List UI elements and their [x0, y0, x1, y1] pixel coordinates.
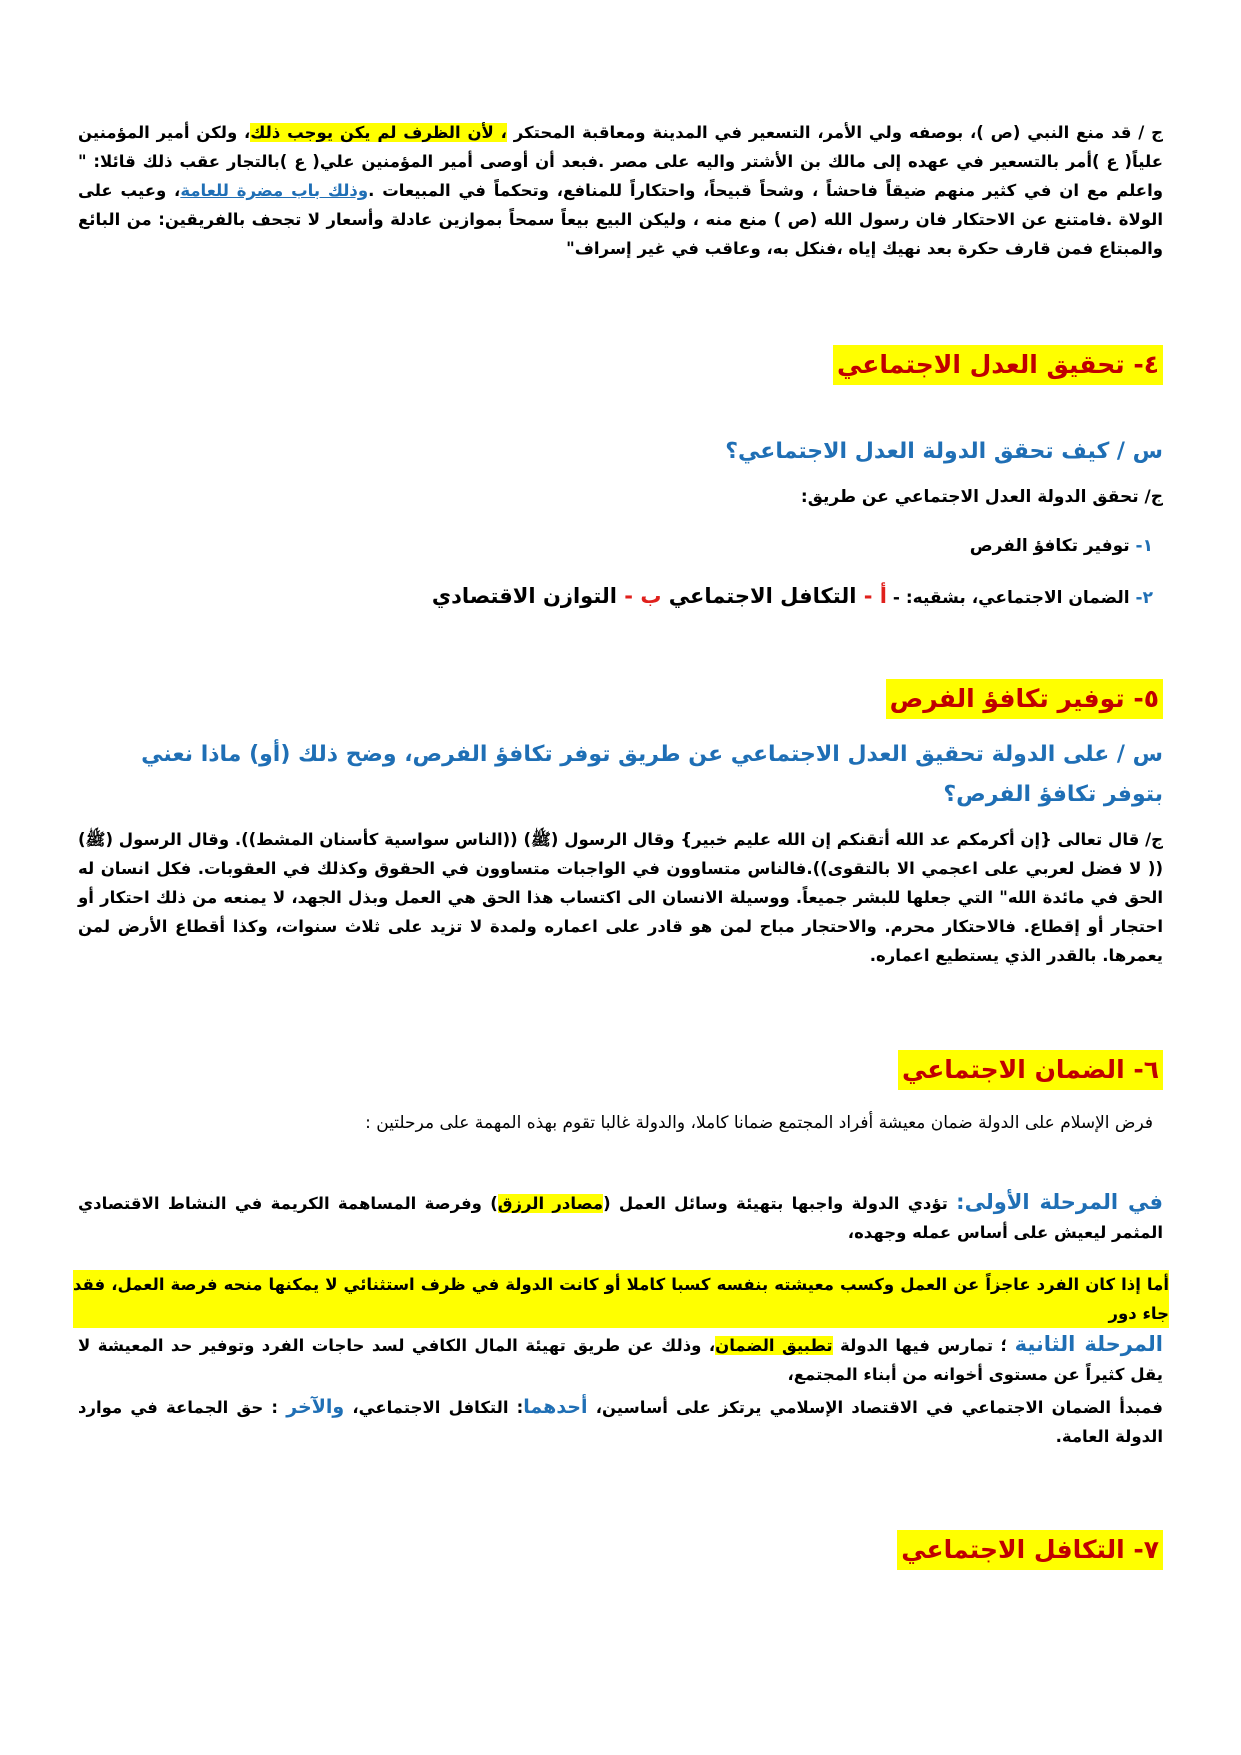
section4-heading-row [78, 345, 1163, 385]
item2-number: ٢- [1135, 588, 1153, 608]
section7-heading-row [78, 1530, 1163, 1570]
principle-pre: فمبدأ الضمان الاجتماعي في الاقتصاد الإسلامي يرتكز على أساسين، [587, 1398, 1163, 1417]
section7-heading: ٧- التكافل الاجتماعي [897, 1530, 1163, 1570]
item1-number: ١- [1135, 536, 1153, 556]
stage1-post: ) وفرصة المساهمة الكريمة في النشاط الاقتصادي المثمر ليعيش على أساس عمله وجهده، [78, 1194, 1163, 1242]
principle-mid: : التكافل الاجتماعي، [344, 1398, 524, 1417]
item2-a-letter: أ - [863, 584, 887, 608]
p1-middle: ، ولكن أمير المؤمنين علياً( ع )أمر بالتسعير في عهده إلى مالك بن الأشتر واليه على مصر .فبعد أن أوصى أمير المؤمنين علي( ع )بالتجار عقب ذلك قائلا: " واعلم مع ان في كثير منهم ضيقاً فاحشاً ، وشحاً قبيحاً، واحتكاراً للمنافع، وتحكماً في المبيعات . [78, 123, 1163, 200]
section5-heading: ٥- توفير تكافؤ الفرص [886, 679, 1163, 719]
item2-b-letter: ب - [624, 584, 662, 608]
p1-highlight: ، لأن الظرف لم يكن يوجب ذلك [250, 123, 507, 142]
section6-stage2 [78, 1330, 1163, 1389]
intro-paragraph [78, 118, 1163, 263]
section5-heading-row [78, 679, 1163, 719]
stage1-pre: تؤدي الدولة واجبها بتهيئة وسائل العمل ( [603, 1194, 957, 1213]
section6-highlight-paragraph: أما إذا كان الفرد عاجزاً عن العمل وكسب معيشته بنفسه كسبا كاملا أو كانت الدولة في ظرف استثنائي لا يمكنها منحه فرصة العمل، فقد جاء دور [73, 1270, 1169, 1328]
stage1-title: في المرحلة الأولى: [956, 1190, 1163, 1214]
item2-text: الضمان الاجتماعي، بشقيه: - [886, 588, 1136, 608]
section6-intro: فرض الإسلام على الدولة ضمان معيشة أفراد المجتمع ضمانا كاملا، والدولة غالبا تقوم بهذه المهمة على مرحلتين : [365, 1113, 1153, 1133]
stage2-title: المرحلة الثانية [1014, 1332, 1163, 1356]
item2-a-text: التكافل الاجتماعي [661, 584, 864, 608]
section4-heading: ٤- تحقيق العدل الاجتماعي [833, 345, 1163, 385]
principle-one: أحدهما [523, 1396, 588, 1418]
section6-heading: ٦- الضمان الاجتماعي [898, 1050, 1163, 1090]
section4-answer-intro: ج/ تحقق الدولة العدل الاجتماعي عن طريق: [800, 487, 1163, 507]
stage2-post: ، وذلك عن طريق تهيئة المال الكافي لسد حاجات الفرد وتوفير حد المعيشة لا يقل كثيراً عن مستوى أخوانه من أبناء المجتمع، [78, 1336, 1163, 1384]
principle-post: : حق الجماعة في موارد الدولة العامة. [78, 1398, 1163, 1446]
stage2-pre: ؛ تمارس فيها الدولة [832, 1336, 1015, 1355]
section6-stage1 [78, 1188, 1163, 1247]
section4-question: س / كيف تحقق الدولة العدل الاجتماعي؟ [725, 439, 1163, 464]
section5-question: س / على الدولة تحقيق العدل الاجتماعي عن طريق توفر تكافؤ الفرص، وضح ذلك (أو) ماذا نعني بتوفر تكافؤ الفرص؟ [141, 742, 1163, 807]
section6-principle [78, 1393, 1163, 1451]
section4-item-1 [68, 536, 1153, 556]
item1-text: توفير تكافؤ الفرص [969, 536, 1136, 556]
section4-item-2 [68, 584, 1153, 608]
p1-suffix: ، وعيب على الولاة .فامتنع عن الاحتكار فان رسول الله (ص ) منع منه ، وليكن البيع بيعاً سمحاً بموازين عادلة وأسعار لا تجحف بالفريقين: من البائع والمبتاع فمن قارف حكرة بعد نهيك إياه ،فنكل به، وعاقب في غير إسراف" [78, 181, 1163, 258]
p1-prefix: ج / قد منع النبي (ص )، بوصفه ولي الأمر، التسعير في المدينة ومعاقبة المحتكر [506, 123, 1163, 142]
principle-other: والآخر [286, 1396, 345, 1418]
stage1-highlight: مصادر الرزق [497, 1194, 604, 1213]
item2-b-text: التوازن الاقتصادي [431, 584, 625, 608]
p1-link: وذلك باب مضرة للعامة [180, 181, 369, 200]
section6-heading-row [78, 1050, 1163, 1090]
stage2-highlight: تطبيق الضمان [715, 1336, 833, 1355]
section5-answer: ج/ قال تعالى {إن أكرمكم عد الله أتقنكم إن الله عليم خبير} وقال الرسول (ﷺ) ((الناس سواسية كأسنان المشط)). وقال الرسول (ﷺ) (( لا فضل لعربي على اعجمي الا بالتقوى)).فالناس متساوون في الواجبات متساوون في الحقوق وكذلك في العقوبات. فكل انسان له الحق في مائدة الله" التي جعلها للبشر جميعاً. ووسيلة الانسان الى اكتساب هذا الحق هي العمل وبذل الجهد، لا يمنعه من ذلك احتكار أو احتجار أو إقطاع. فالاحتكار محرم. والاحتجار مباح لمن هو قادر على اعماره ولمدة لا تزيد على ثلاث سنوات، وكذا أقطاع الأرض لمن يعمرها. بالقدر الذي يستطيع اعماره. [78, 830, 1163, 965]
